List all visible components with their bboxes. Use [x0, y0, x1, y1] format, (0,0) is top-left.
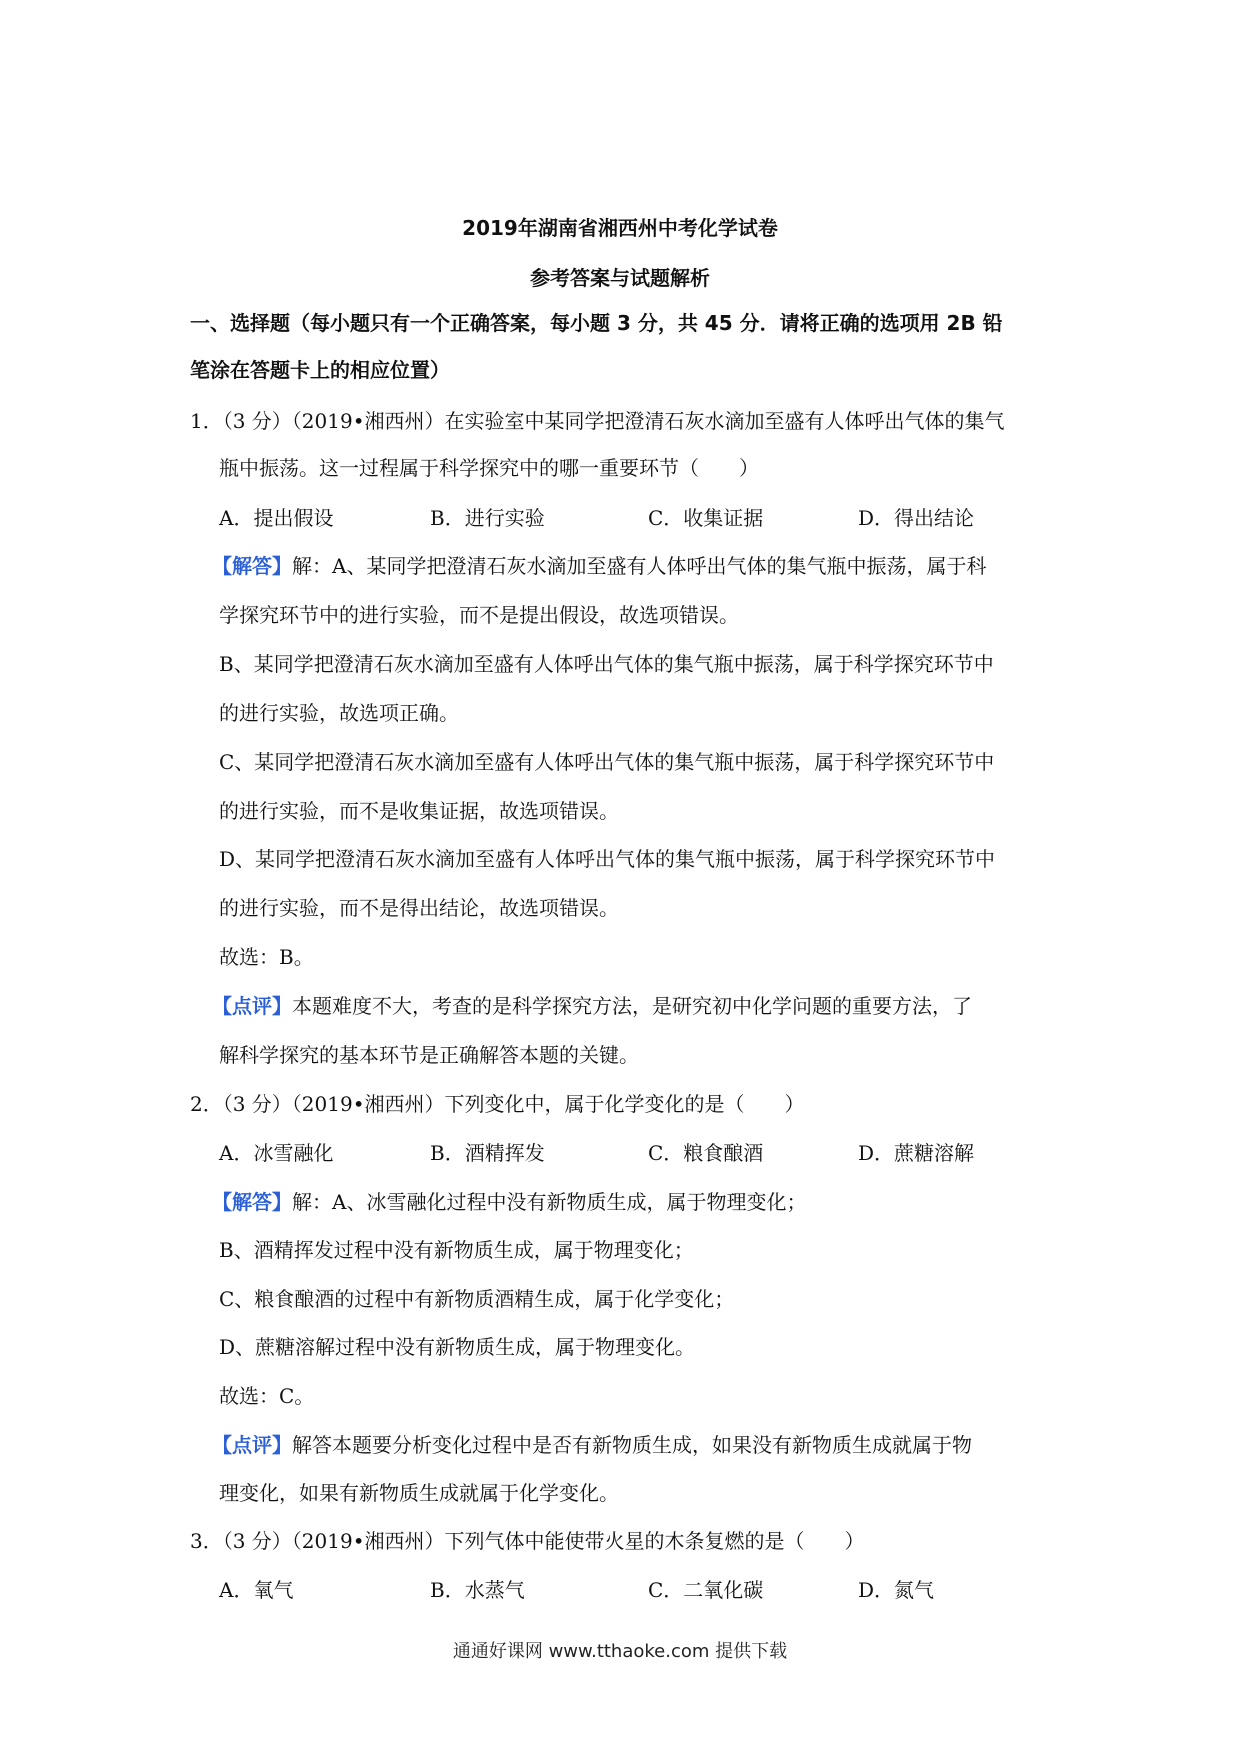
q2-comment-text: 解答本题要分析变化过程中是否有新物质生成，如果没有新物质生成就属于物 [292, 1433, 972, 1457]
q2-comment-tag: 【点评】 [212, 1433, 292, 1457]
q1-option-b: B．进行实验 [430, 506, 545, 530]
q2-answer-line4: D、蔗糖溶解过程中没有新物质生成，属于物理变化。 [219, 1335, 696, 1359]
q2-answer-line2: B、酒精挥发过程中没有新物质生成，属于物理变化； [219, 1238, 694, 1262]
q1-answer-line1 [212, 553, 986, 579]
q1-stem-line2: 瓶中振荡。这一过程属于科学探究中的哪一重要环节（ ） [219, 456, 759, 480]
q2-option-a: A．冰雪融化 [219, 1141, 334, 1165]
q1-answer-line2: 学探究环节中的进行实验，而不是提出假设，故选项错误。 [219, 603, 739, 627]
q2-option-d: D．蔗糖溶解 [858, 1141, 975, 1165]
q1-comment-line1 [212, 993, 972, 1019]
q1-option-c: C．收集证据 [648, 506, 764, 530]
q2-stem-line1: 2．（3 分）（2019•湘西州）下列变化中，属于化学变化的是（ ） [190, 1092, 805, 1116]
q3-stem-line1: 3．（3 分）（2019•湘西州）下列气体中能使带火星的木条复燃的是（ ） [190, 1529, 865, 1553]
q1-answer-tag: 【解答】 [212, 554, 292, 578]
q3-option-d: D．氮气 [858, 1578, 935, 1602]
q1-comment-line2: 解科学探究的基本环节是正确解答本题的关键。 [219, 1043, 639, 1067]
q3-option-a: A．氧气 [219, 1578, 294, 1602]
q2-option-b: B．酒精挥发 [430, 1141, 545, 1165]
q2-comment-line2: 理变化，如果有新物质生成就属于化学变化。 [219, 1481, 619, 1505]
q1-answer-line5: C、某同学把澄清石灰水滴加至盛有人体呼出气体的集气瓶中振荡，属于科学探究环节中 [219, 750, 995, 774]
q3-option-b: B．水蒸气 [430, 1578, 525, 1602]
q1-option-d: D．得出结论 [858, 506, 975, 530]
q1-answer-text: 解：A、某同学把澄清石灰水滴加至盛有人体呼出气体的集气瓶中振荡，属于科 [292, 554, 987, 578]
page-title: 2019年湖南省湘西州中考化学试卷 [462, 216, 778, 240]
q2-answer-line5: 故选：C。 [219, 1384, 315, 1408]
q1-comment-text: 本题难度不大，考查的是科学探究方法，是研究初中化学问题的重要方法，了 [292, 994, 972, 1018]
q1-answer-line6: 的进行实验，而不是收集证据，故选项错误。 [219, 799, 619, 823]
page-subtitle: 参考答案与试题解析 [530, 266, 710, 290]
q1-answer-line7: D、某同学把澄清石灰水滴加至盛有人体呼出气体的集气瓶中振荡，属于科学探究环节中 [219, 847, 996, 871]
footer-source: 通通好课网 www.tthaoke.com 提供下载 [452, 1641, 788, 1662]
q2-answer-line3: C、粮食酿酒的过程中有新物质酒精生成，属于化学变化； [219, 1287, 735, 1311]
section-heading-line2: 笔涂在答题卡上的相应位置） [190, 358, 450, 382]
q1-answer-line9: 故选：B。 [219, 945, 314, 969]
q2-answer-line1 [212, 1189, 806, 1215]
q1-option-a: A．提出假设 [219, 506, 334, 530]
section-heading-line1: 一、选择题（每小题只有一个正确答案，每小题 3 分，共 45 分．请将正确的选项用 2B 铅 [190, 311, 1003, 335]
q2-answer-text: 解：A、冰雪融化过程中没有新物质生成，属于物理变化； [292, 1190, 807, 1214]
q1-answer-line8: 的进行实验，而不是得出结论，故选项错误。 [219, 896, 619, 920]
q2-answer-tag: 【解答】 [212, 1190, 292, 1214]
q3-option-c: C．二氧化碳 [648, 1578, 764, 1602]
q1-answer-line3: B、某同学把澄清石灰水滴加至盛有人体呼出气体的集气瓶中振荡，属于科学探究环节中 [219, 652, 994, 676]
q1-stem-line1: 1．（3 分）（2019•湘西州）在实验室中某同学把澄清石灰水滴加至盛有人体呼出气体的集气 [190, 409, 1005, 433]
q2-comment-line1 [212, 1432, 972, 1458]
q1-comment-tag: 【点评】 [212, 994, 292, 1018]
q1-answer-line4: 的进行实验，故选项正确。 [219, 701, 459, 725]
q2-option-c: C．粮食酿酒 [648, 1141, 764, 1165]
